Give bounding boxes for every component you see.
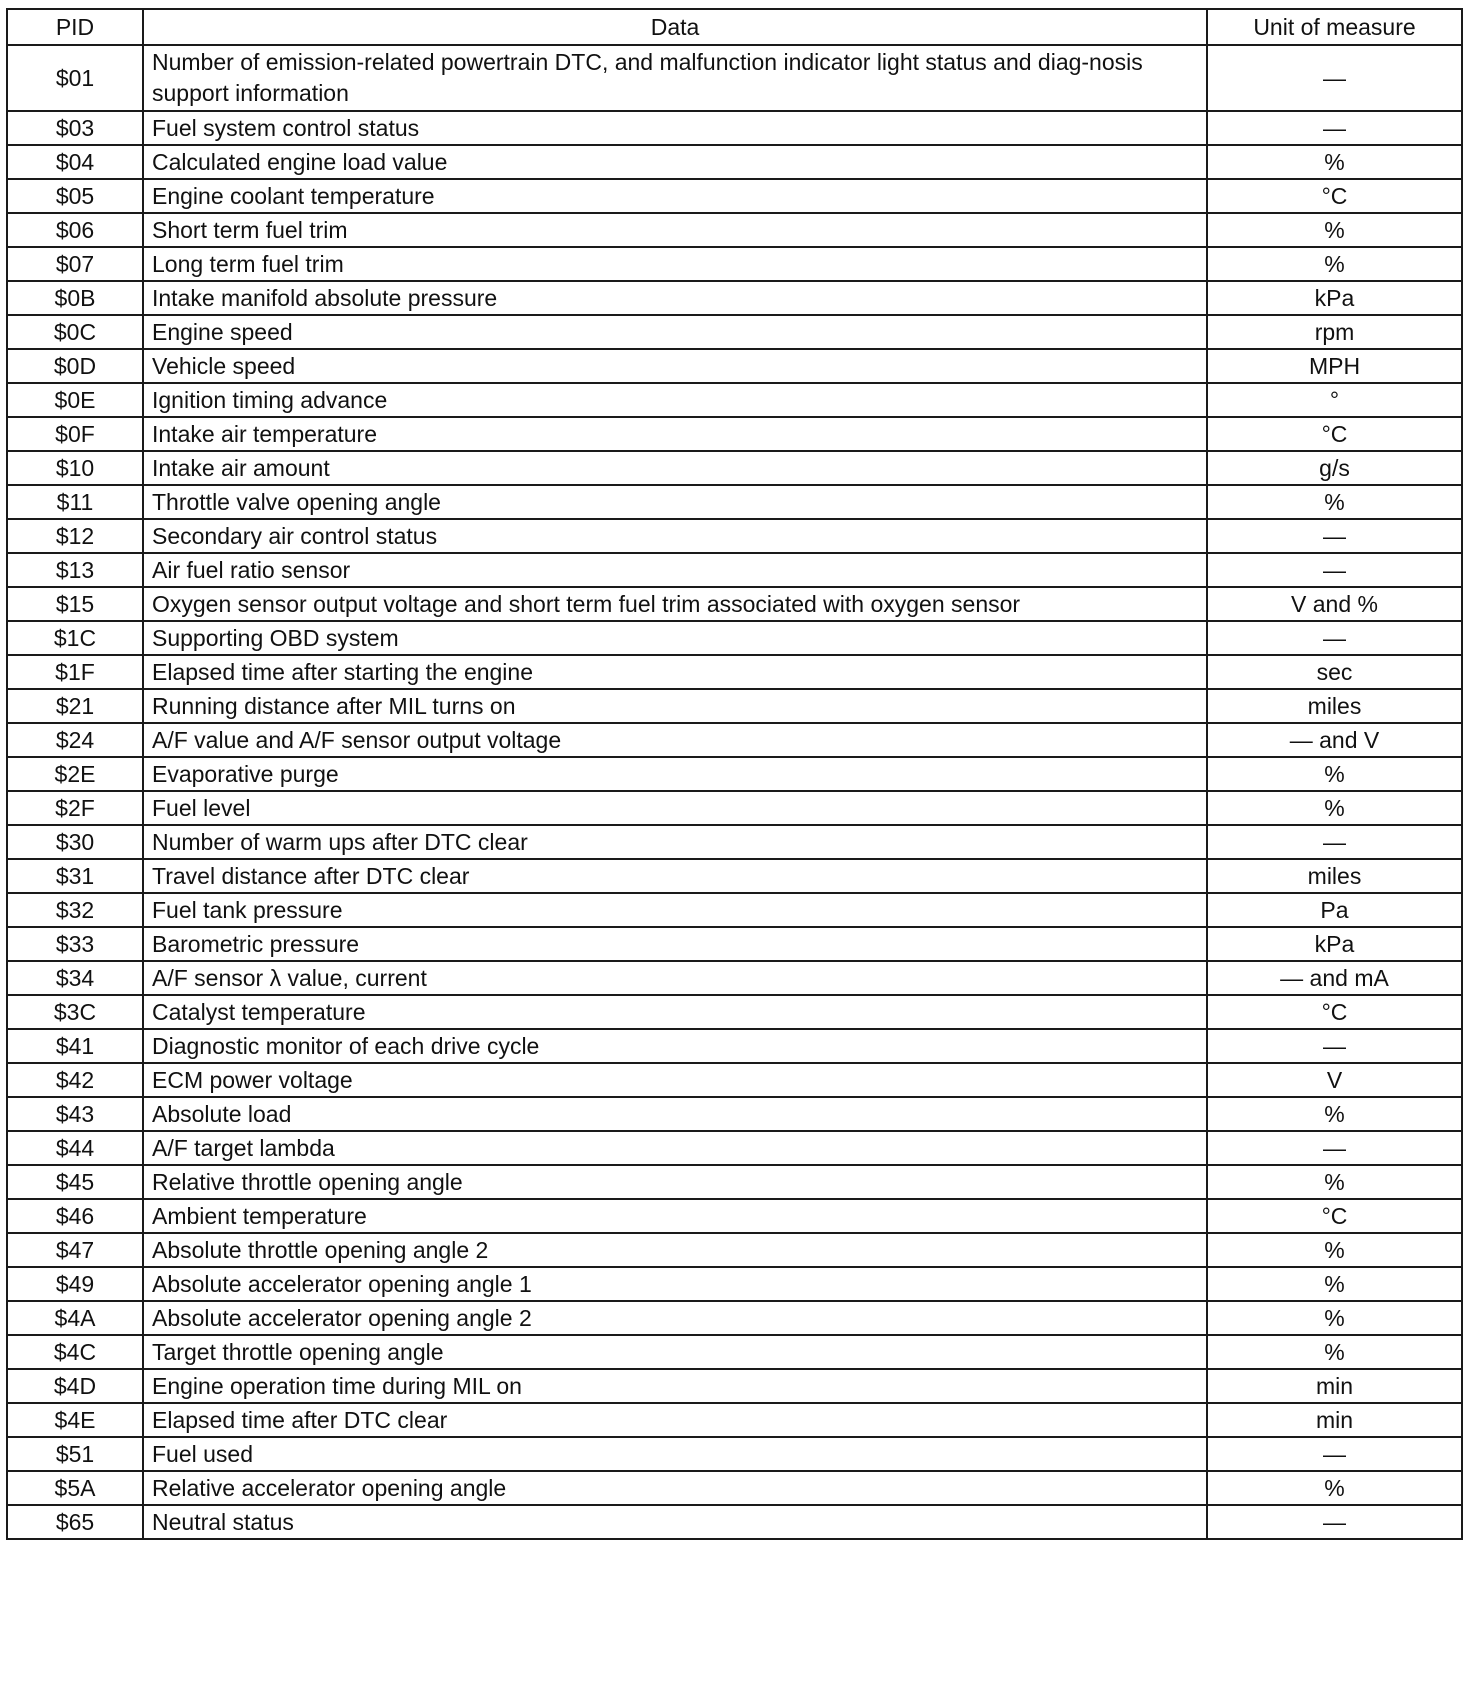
table-row — [7, 349, 1462, 383]
pid-cell: $03 — [7, 111, 143, 145]
data-cell: Fuel system control status — [143, 111, 1207, 145]
table-row — [7, 1267, 1462, 1301]
pid-cell: $05 — [7, 179, 143, 213]
unit-cell: kPa — [1207, 281, 1462, 315]
unit-cell: — — [1207, 1131, 1462, 1165]
data-cell: Relative throttle opening angle — [143, 1165, 1207, 1199]
table-row — [7, 1063, 1462, 1097]
data-cell: Oxygen sensor output voltage and short term fuel trim associated with oxygen sensor — [143, 587, 1207, 621]
pid-cell: $01 — [7, 45, 143, 111]
unit-cell: min — [1207, 1403, 1462, 1437]
pid-cell: $4C — [7, 1335, 143, 1369]
pid-cell: $07 — [7, 247, 143, 281]
table-row — [7, 1301, 1462, 1335]
pid-cell: $4A — [7, 1301, 143, 1335]
pid-cell: $1F — [7, 655, 143, 689]
data-cell: Intake air temperature — [143, 417, 1207, 451]
data-cell: A/F value and A/F sensor output voltage — [143, 723, 1207, 757]
pid-cell: $24 — [7, 723, 143, 757]
data-cell: Diagnostic monitor of each drive cycle — [143, 1029, 1207, 1063]
table-row — [7, 1199, 1462, 1233]
data-cell: Barometric pressure — [143, 927, 1207, 961]
data-cell: Air fuel ratio sensor — [143, 553, 1207, 587]
unit-cell: % — [1207, 1267, 1462, 1301]
table-row — [7, 1505, 1462, 1539]
pid-cell: $12 — [7, 519, 143, 553]
table-row — [7, 1403, 1462, 1437]
pid-cell: $2F — [7, 791, 143, 825]
data-cell: Calculated engine load value — [143, 145, 1207, 179]
data-cell: Travel distance after DTC clear — [143, 859, 1207, 893]
pid-cell: $0F — [7, 417, 143, 451]
table-row — [7, 145, 1462, 179]
unit-cell: g/s — [1207, 451, 1462, 485]
pid-table — [6, 8, 1463, 1540]
data-cell: Supporting OBD system — [143, 621, 1207, 655]
pid-cell: $10 — [7, 451, 143, 485]
unit-cell: % — [1207, 1165, 1462, 1199]
pid-cell: $04 — [7, 145, 143, 179]
pid-cell: $30 — [7, 825, 143, 859]
pid-cell: $0C — [7, 315, 143, 349]
pid-cell: $2E — [7, 757, 143, 791]
table-row — [7, 995, 1462, 1029]
pid-cell: $21 — [7, 689, 143, 723]
table-row — [7, 689, 1462, 723]
table-row — [7, 315, 1462, 349]
unit-cell: — and V — [1207, 723, 1462, 757]
unit-cell: % — [1207, 757, 1462, 791]
table-row — [7, 213, 1462, 247]
pid-cell: $0E — [7, 383, 143, 417]
unit-cell: — — [1207, 111, 1462, 145]
unit-cell: V — [1207, 1063, 1462, 1097]
data-cell: Throttle valve opening angle — [143, 485, 1207, 519]
pid-cell: $32 — [7, 893, 143, 927]
data-cell: A/F sensor λ value, current — [143, 961, 1207, 995]
data-cell: Engine speed — [143, 315, 1207, 349]
data-cell: Engine operation time during MIL on — [143, 1369, 1207, 1403]
table-row — [7, 927, 1462, 961]
data-cell: Number of warm ups after DTC clear — [143, 825, 1207, 859]
data-cell: Elapsed time after DTC clear — [143, 1403, 1207, 1437]
table-row — [7, 961, 1462, 995]
table-row — [7, 281, 1462, 315]
data-cell: Absolute accelerator opening angle 2 — [143, 1301, 1207, 1335]
unit-cell: % — [1207, 1097, 1462, 1131]
unit-cell: — — [1207, 1505, 1462, 1539]
unit-cell: min — [1207, 1369, 1462, 1403]
unit-cell: — — [1207, 45, 1462, 111]
unit-cell: kPa — [1207, 927, 1462, 961]
table-row — [7, 519, 1462, 553]
unit-cell: °C — [1207, 995, 1462, 1029]
pid-cell: $51 — [7, 1437, 143, 1471]
table-row — [7, 1165, 1462, 1199]
unit-cell: % — [1207, 1301, 1462, 1335]
unit-cell: — — [1207, 1437, 1462, 1471]
data-cell: Intake manifold absolute pressure — [143, 281, 1207, 315]
pid-cell: $4E — [7, 1403, 143, 1437]
data-cell: Fuel tank pressure — [143, 893, 1207, 927]
unit-cell: V and % — [1207, 587, 1462, 621]
pid-cell: $0B — [7, 281, 143, 315]
table-row — [7, 485, 1462, 519]
unit-cell: °C — [1207, 417, 1462, 451]
data-cell: Vehicle speed — [143, 349, 1207, 383]
pid-cell: $4D — [7, 1369, 143, 1403]
unit-cell: miles — [1207, 689, 1462, 723]
unit-cell: sec — [1207, 655, 1462, 689]
data-cell: Secondary air control status — [143, 519, 1207, 553]
table-row — [7, 111, 1462, 145]
data-cell: Number of emission-related powertrain DTC, and malfunction indicator light status and diag-nosis support information — [143, 45, 1207, 111]
unit-cell: % — [1207, 1471, 1462, 1505]
data-cell: Elapsed time after starting the engine — [143, 655, 1207, 689]
table-row — [7, 1437, 1462, 1471]
pid-cell: $44 — [7, 1131, 143, 1165]
table-row — [7, 1029, 1462, 1063]
data-cell: A/F target lambda — [143, 1131, 1207, 1165]
data-cell: Target throttle opening angle — [143, 1335, 1207, 1369]
table-row — [7, 587, 1462, 621]
unit-cell: % — [1207, 213, 1462, 247]
table-row — [7, 655, 1462, 689]
unit-cell: °C — [1207, 1199, 1462, 1233]
unit-cell: % — [1207, 1233, 1462, 1267]
table-row — [7, 1335, 1462, 1369]
unit-cell: ° — [1207, 383, 1462, 417]
data-cell: Neutral status — [143, 1505, 1207, 1539]
table-row — [7, 383, 1462, 417]
unit-cell: % — [1207, 1335, 1462, 1369]
data-cell: Engine coolant temperature — [143, 179, 1207, 213]
unit-cell: % — [1207, 485, 1462, 519]
unit-cell: rpm — [1207, 315, 1462, 349]
table-row — [7, 791, 1462, 825]
pid-cell: $45 — [7, 1165, 143, 1199]
table-row — [7, 621, 1462, 655]
unit-cell: Pa — [1207, 893, 1462, 927]
pid-cell: $06 — [7, 213, 143, 247]
pid-cell: $11 — [7, 485, 143, 519]
data-cell: Intake air amount — [143, 451, 1207, 485]
unit-cell: MPH — [1207, 349, 1462, 383]
header-pid: PID — [7, 9, 143, 45]
table-header — [7, 9, 1462, 45]
header-data: Data — [143, 9, 1207, 45]
unit-cell: % — [1207, 791, 1462, 825]
data-cell: Absolute load — [143, 1097, 1207, 1131]
unit-cell: — — [1207, 825, 1462, 859]
data-cell: Short term fuel trim — [143, 213, 1207, 247]
data-cell: Ambient temperature — [143, 1199, 1207, 1233]
table-row — [7, 553, 1462, 587]
pid-cell: $0D — [7, 349, 143, 383]
header-unit: Unit of measure — [1207, 9, 1462, 45]
unit-cell: — and mA — [1207, 961, 1462, 995]
pid-cell: $3C — [7, 995, 143, 1029]
table-row — [7, 247, 1462, 281]
unit-cell: — — [1207, 1029, 1462, 1063]
table-body — [7, 45, 1462, 1539]
table-row — [7, 723, 1462, 757]
unit-cell: — — [1207, 519, 1462, 553]
data-cell: Evaporative purge — [143, 757, 1207, 791]
data-cell: Ignition timing advance — [143, 383, 1207, 417]
table-row — [7, 1233, 1462, 1267]
table-row — [7, 1097, 1462, 1131]
pid-cell: $43 — [7, 1097, 143, 1131]
table-row — [7, 825, 1462, 859]
pid-cell: $13 — [7, 553, 143, 587]
unit-cell: miles — [1207, 859, 1462, 893]
table-row — [7, 757, 1462, 791]
data-cell: Relative accelerator opening angle — [143, 1471, 1207, 1505]
table-row — [7, 893, 1462, 927]
unit-cell: °C — [1207, 179, 1462, 213]
pid-cell: $5A — [7, 1471, 143, 1505]
pid-cell: $46 — [7, 1199, 143, 1233]
table-row — [7, 417, 1462, 451]
pid-cell: $33 — [7, 927, 143, 961]
data-cell: Absolute throttle opening angle 2 — [143, 1233, 1207, 1267]
pid-cell: $49 — [7, 1267, 143, 1301]
unit-cell: — — [1207, 621, 1462, 655]
pid-cell: $1C — [7, 621, 143, 655]
unit-cell: — — [1207, 553, 1462, 587]
data-cell: Catalyst temperature — [143, 995, 1207, 1029]
pid-cell: $65 — [7, 1505, 143, 1539]
pid-cell: $15 — [7, 587, 143, 621]
table-row — [7, 1471, 1462, 1505]
data-cell: ECM power voltage — [143, 1063, 1207, 1097]
pid-cell: $31 — [7, 859, 143, 893]
pid-cell: $42 — [7, 1063, 143, 1097]
unit-cell: % — [1207, 247, 1462, 281]
header-row — [7, 9, 1462, 45]
data-cell: Fuel level — [143, 791, 1207, 825]
pid-cell: $41 — [7, 1029, 143, 1063]
data-cell: Fuel used — [143, 1437, 1207, 1471]
unit-cell: % — [1207, 145, 1462, 179]
table-row — [7, 1131, 1462, 1165]
table-row — [7, 451, 1462, 485]
pid-cell: $34 — [7, 961, 143, 995]
data-cell: Long term fuel trim — [143, 247, 1207, 281]
table-row — [7, 859, 1462, 893]
data-cell: Absolute accelerator opening angle 1 — [143, 1267, 1207, 1301]
table-row — [7, 1369, 1462, 1403]
table-row — [7, 179, 1462, 213]
data-cell: Running distance after MIL turns on — [143, 689, 1207, 723]
pid-cell: $47 — [7, 1233, 143, 1267]
table-row — [7, 45, 1462, 111]
